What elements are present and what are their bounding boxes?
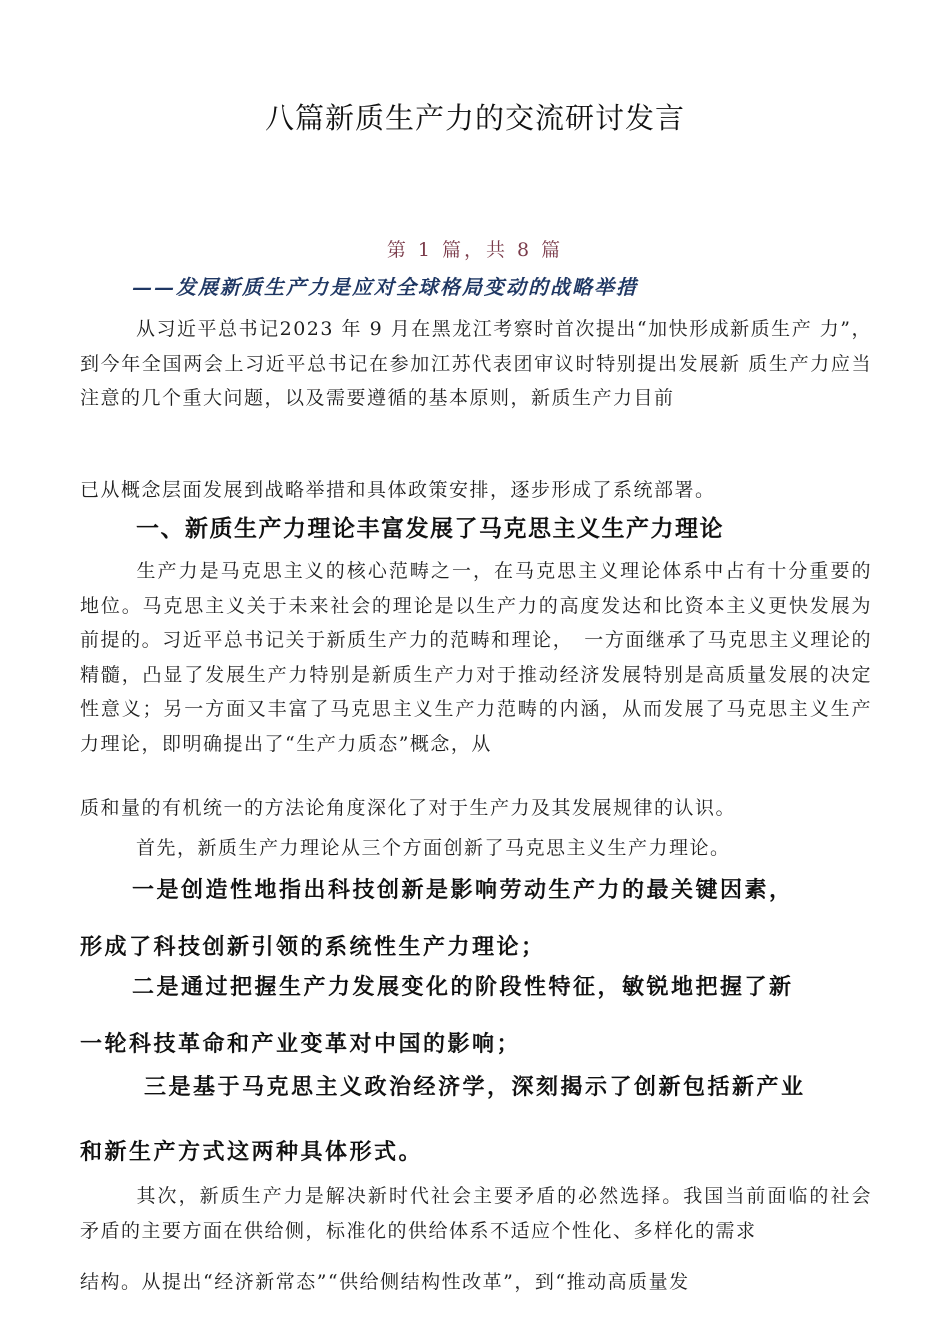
intro-paragraph-text: 从习近平总书记2023 年 9 月在黑龙江考察时首次提出“加快形成新质生产 力”，到今年全国两会上习近平总书记在参加江苏代表团审议时特别提出发展新 质生产力应当注意的几个重大问题，以及需要遵循的基本原则，新质生产力目前 xyxy=(80,318,872,409)
point-1-line-2: 形成了科技创新引领的系统性生产力理论； xyxy=(80,934,546,960)
secondly-paragraph xyxy=(80,1179,872,1248)
firstly-line: 首先，新质生产力理论从三个方面创新了马克思主义生产力理论。 xyxy=(136,837,731,859)
section1-continuation: 质和量的有机统一的方法论角度深化了对于生产力及其发展规律的认识。 xyxy=(80,797,737,819)
part-number: 第 1 篇，共 8 篇 xyxy=(386,239,564,261)
section-heading-1: 一、新质生产力理论丰富发展了马克思主义生产力理论 xyxy=(136,515,724,542)
point-3-line-1: 三是基于马克思主义政治经济学，深刻揭示了创新包括新产业 xyxy=(144,1074,806,1100)
point-2-line-1: 二是通过把握生产力发展变化的阶段性特征，敏锐地把握了新 xyxy=(132,974,794,1000)
point-2-line-2: 一轮科技革命和产业变革对中国的影响； xyxy=(80,1031,522,1057)
intro-paragraph xyxy=(80,312,872,416)
secondly-continuation: 结构。从提出“经济新常态”“供给侧结构性改革”，到“推动高质量发 xyxy=(80,1271,690,1293)
section1-paragraph xyxy=(80,554,872,761)
intro-continuation: 已从概念层面发展到战略举措和具体政策安排，逐步形成了系统部署。 xyxy=(80,479,716,501)
point-1-line-1: 一是创造性地指出科技创新是影响劳动生产力的最关键因素， xyxy=(132,877,794,903)
document-title: 八篇新质生产力的交流研讨发言 xyxy=(264,101,685,135)
point-3-line-2: 和新生产方式这两种具体形式。 xyxy=(80,1139,424,1165)
secondly-paragraph-text: 其次，新质生产力是解决新时代社会主要矛盾的必然选择。我国当前面临的社会矛盾的主要方面在供给侧，标准化的供给体系不适应个性化、多样化的需求 xyxy=(80,1185,872,1242)
article-subtitle: ——发展新质生产力是应对全球格局变动的战略举措 xyxy=(132,275,638,299)
section1-paragraph-text: 生产力是马克思主义的核心范畴之一，在马克思主义理论体系中占有十分重要的地位。马克思主义关于未来社会的理论是以生产力的高度发达和比资本主义更快发展为前提的。习近平总书记关于新质生产力的范畴和理论， 一方面继承了马克思主义理论的精髓，凸显了发展生产力特别是新质生产力对于推动经济发展特别是高质量发展的决定性意义；另一方面又丰富了马克思主义生产力范畴的内涵，从而发展了马克思主义生产力理论，即明确提出了“生产力质态”概念，从 xyxy=(80,560,872,755)
